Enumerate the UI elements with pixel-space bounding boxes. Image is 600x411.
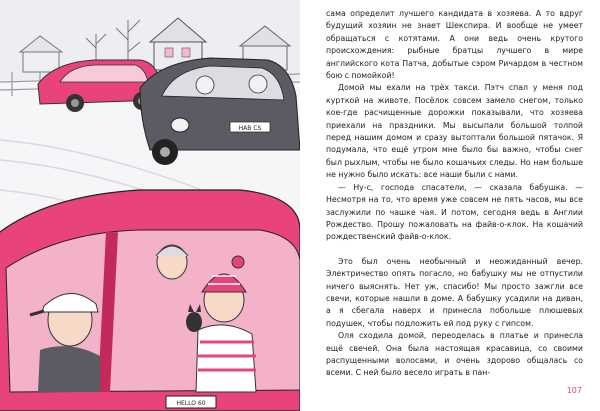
text-page xyxy=(300,0,600,411)
paragraph: Оля сходила домой, переоделась в платье и принесла ещё свечей. Она была настоящая красавица, со своими распущенными волосами, и очень здорово общалась со всеми. С ней было весело играть в пан- xyxy=(326,331,583,378)
paragraph: Домой мы ехали на трёх такси. Пэтч спал у меня под курткой на животе. Посёлок совсем замело снегом, только кое-где расчищенные дорожки показывали, что хозяева приехали на праздники. Мы высыпали большой толпой перед нашим домом и сразу вытоптали большой пятачок. Я подумала, что ещё утром мне было бы важно, чтобы снег был рыхлым, чтобы не было кошачьих следы. Но нам больше не нужно было искать: все наши были с нами. xyxy=(326,83,583,180)
svg-text:HAB CS: HAB CS xyxy=(238,125,262,132)
paragraph: сама определит лучшего кандидата в хозяева. А то вдруг будущий хозяин не знает Шекспира. И вообще не умеет обращаться с котятами. А они ведь очень крутого происхождения: рыбные братцы лучшего в мире английского кота Патча, добытые сэром Ричардом в честном бою с помойкой! xyxy=(326,9,583,81)
paragraph: — Ну-с, господа спасатели, — сказала бабушка. — Несмотря на то, что время уже совсем не пять часов, мы все заслужили по чашке чая. И потом, сегодня ведь в Англии Рождество. Прошу пожаловать на файв-о-клок. На кошачий рождественский файв-о-клок. xyxy=(326,182,583,242)
page-number: 107 xyxy=(566,386,582,395)
body-text xyxy=(326,8,583,380)
paragraph: Это был очень необычный и неожиданный вечер. Электричество опять погасло, но бабушку мы не отпустили ничего выяснять. Нет уж, спасибо! Мы просто зажгли все свечи, которые нашли в доме. А бабушку усадили на диван, а я сбегала наверх и принесла побольше плюшевых подушек, чтобы подложить ей под руку с гипсом. xyxy=(326,256,583,328)
grey-car-icon xyxy=(140,58,300,165)
svg-text:HELLO 60: HELLO 60 xyxy=(176,400,206,407)
front-car-icon xyxy=(0,190,300,411)
